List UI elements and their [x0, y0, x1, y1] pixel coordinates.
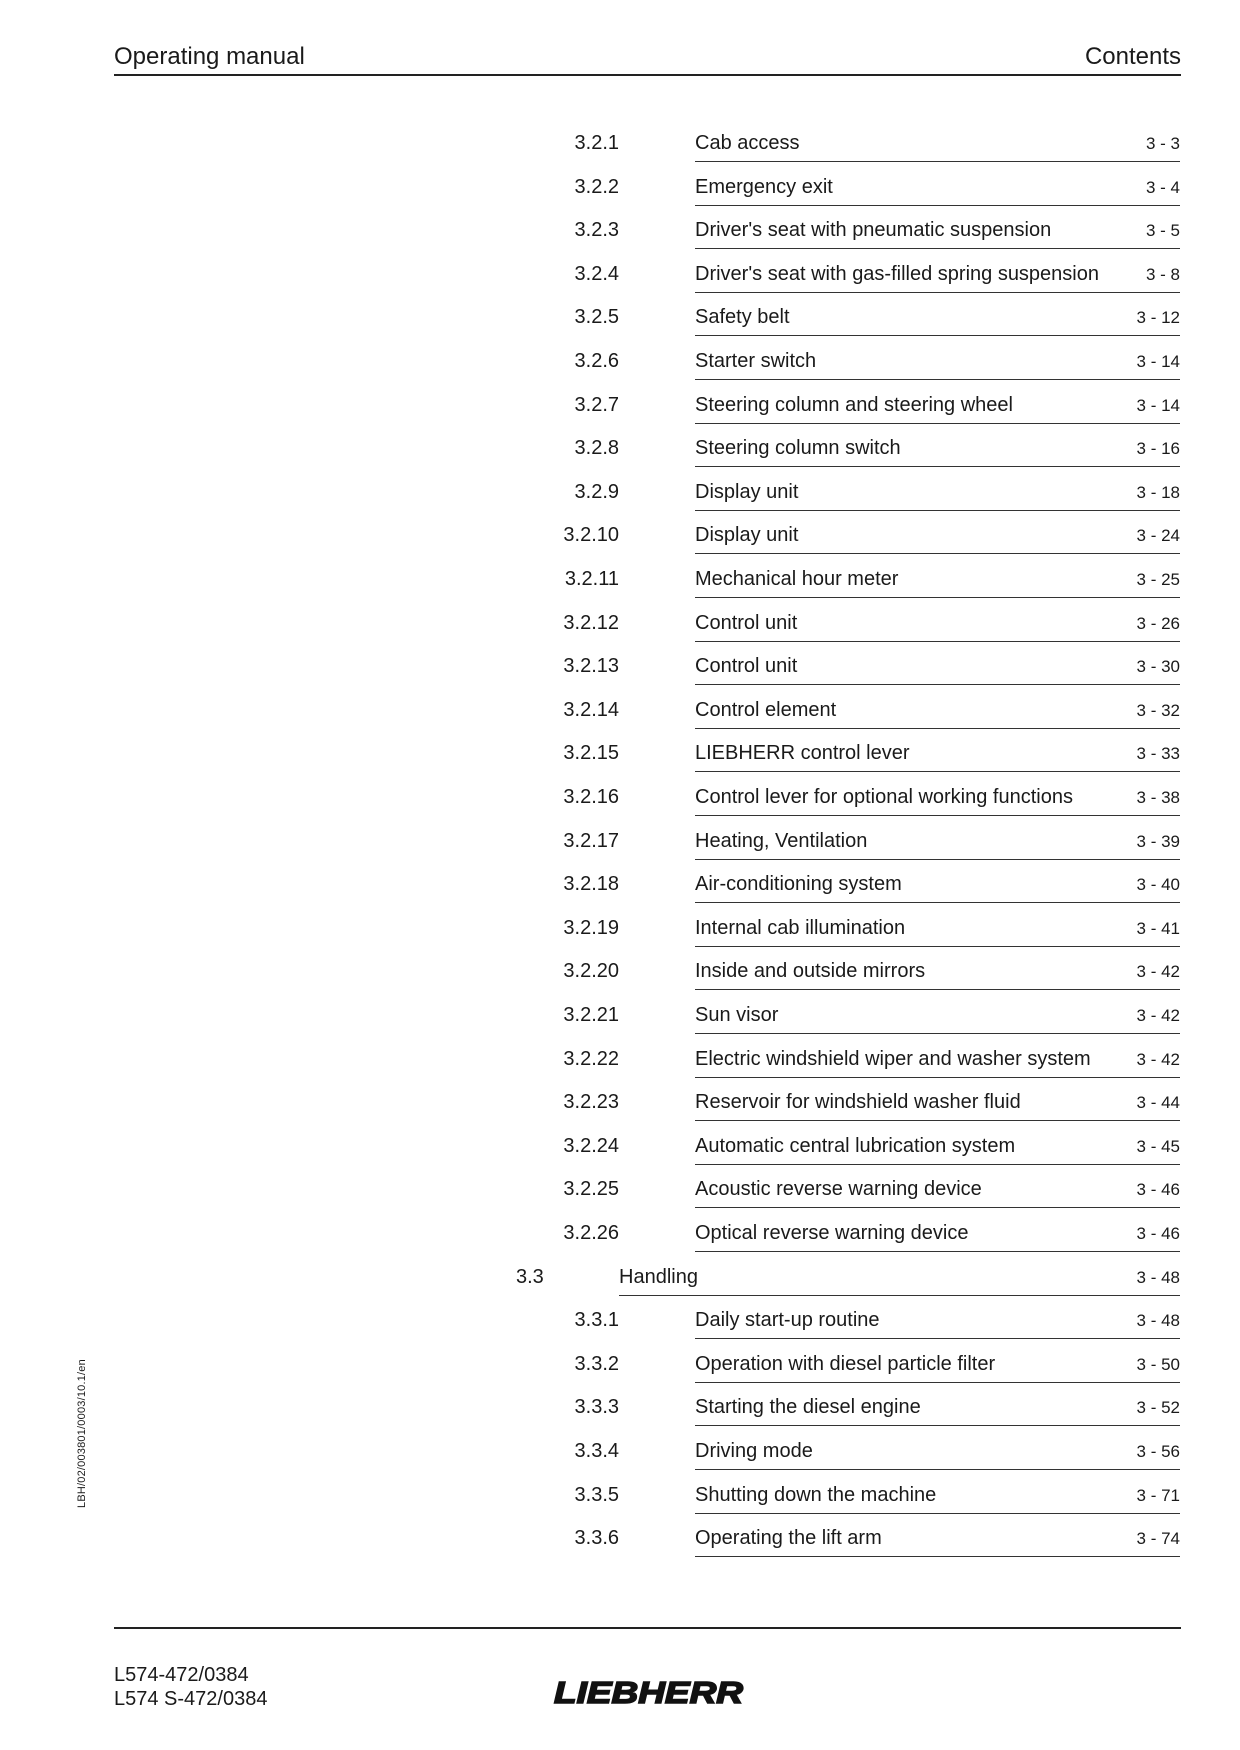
toc-title: Steering column switch — [695, 437, 901, 460]
toc-page-number: 3 - 56 — [1136, 1442, 1180, 1461]
toc-page-number: 3 - 39 — [1136, 831, 1180, 851]
toc-title: Driver's seat with gas-filled spring suspension — [695, 262, 1099, 285]
toc-title: Reservoir for windshield washer fluid — [695, 1091, 1021, 1114]
toc-entry[interactable] — [695, 1090, 1180, 1121]
toc-section-number: 3.2.17 — [563, 829, 619, 852]
toc-title: Shutting down the machine — [695, 1483, 937, 1506]
toc-section-number: 3.2.6 — [574, 350, 619, 372]
toc-section-number: 3.3.2 — [574, 1352, 619, 1375]
toc-entry[interactable] — [695, 1352, 1180, 1383]
toc-title: Emergency exit — [695, 175, 833, 198]
toc-page-number: 3 - 33 — [1136, 744, 1180, 764]
toc-row — [0, 1395, 1240, 1439]
toc-section-number: 3.3 — [516, 1265, 544, 1288]
toc-section-number: 3.2.14 — [563, 698, 619, 721]
toc-entry[interactable] — [695, 916, 1180, 947]
toc-section-number: 3.2.15 — [563, 742, 619, 765]
toc-section-number: 3.3.4 — [574, 1440, 619, 1462]
toc-entry[interactable] — [695, 1134, 1180, 1165]
model-number-s: L574 S-472/0384 — [114, 1688, 268, 1710]
toc-page-number: 3 - 32 — [1136, 700, 1180, 720]
toc-row — [0, 305, 1240, 349]
toc-page-number: 3 - 26 — [1136, 613, 1180, 633]
toc-row — [0, 567, 1240, 611]
toc-title: Air-conditioning system — [695, 873, 902, 896]
toc-section-number: 3.2.9 — [574, 480, 619, 503]
toc-page-number: 3 - 24 — [1136, 526, 1180, 546]
toc-entry[interactable] — [695, 262, 1180, 293]
toc-section-number: 3.2.8 — [574, 437, 619, 460]
toc-section-number: 3.2.3 — [574, 219, 619, 242]
toc-page-number: 3 - 4 — [1145, 177, 1180, 197]
toc-page-number: 3 - 42 — [1136, 1049, 1180, 1069]
toc-entry[interactable] — [695, 1221, 1180, 1252]
toc-section-number: 3.2.4 — [574, 262, 619, 285]
toc-section-number: 3.3.1 — [574, 1309, 619, 1332]
liebherr-logo — [552, 1677, 745, 1707]
toc-title: Automatic central lubrication system — [695, 1134, 1016, 1157]
toc-section-number: 3.2.11 — [564, 568, 619, 590]
toc-entry[interactable] — [695, 523, 1180, 554]
toc-title: Safety belt — [695, 306, 790, 329]
toc-page-number: 3 - 48 — [1136, 1267, 1180, 1287]
toc-section-number: 3.2.19 — [563, 916, 619, 939]
toc-title: LIEBHERR control lever — [695, 742, 910, 765]
toc-entry[interactable] — [695, 959, 1180, 990]
toc-entry[interactable] — [695, 829, 1180, 860]
toc-title: Sun visor — [695, 1004, 779, 1026]
toc-row — [0, 1352, 1240, 1396]
toc-section-number: 3.2.22 — [563, 1047, 619, 1070]
toc-entry[interactable] — [695, 611, 1180, 642]
toc-row — [0, 523, 1240, 567]
toc-title: Control unit — [695, 611, 798, 634]
toc-section-number: 3.3.5 — [574, 1483, 619, 1506]
toc-entry[interactable] — [695, 393, 1180, 424]
toc-entry[interactable] — [695, 741, 1180, 772]
toc-row — [0, 785, 1240, 829]
toc-page-number: 3 - 14 — [1136, 352, 1180, 371]
toc-entry[interactable] — [695, 1439, 1180, 1470]
toc-title: Handling — [619, 1265, 698, 1288]
toc-page-number: 3 - 71 — [1136, 1485, 1180, 1505]
toc-entry[interactable] — [619, 1265, 1180, 1296]
toc-entry[interactable] — [695, 480, 1180, 511]
toc-entry[interactable] — [695, 1177, 1180, 1208]
toc-entry[interactable] — [695, 436, 1180, 467]
toc-page-number: 3 - 41 — [1136, 918, 1180, 938]
toc-title: Operation with diesel particle filter — [695, 1352, 996, 1375]
toc-section-number: 3.2.26 — [563, 1222, 619, 1244]
toc-page-number: 3 - 74 — [1136, 1529, 1180, 1549]
toc-row — [0, 872, 1240, 916]
toc-row — [0, 349, 1240, 393]
toc-page-number: 3 - 38 — [1136, 788, 1180, 807]
toc-row — [0, 393, 1240, 437]
toc-page-number: 3 - 42 — [1136, 962, 1180, 982]
toc-entry[interactable] — [695, 1047, 1180, 1078]
toc-title: Control element — [695, 698, 837, 721]
toc-entry[interactable] — [695, 305, 1180, 336]
toc-title: Starting the diesel engine — [695, 1396, 921, 1419]
toc-row — [0, 654, 1240, 698]
footer-divider — [114, 1627, 1181, 1629]
toc-row — [0, 698, 1240, 742]
toc-entry[interactable] — [695, 175, 1180, 206]
toc-page-number: 3 - 48 — [1136, 1311, 1180, 1331]
toc-entry[interactable] — [695, 1308, 1180, 1339]
toc-entry[interactable] — [695, 349, 1180, 380]
toc-entry[interactable] — [695, 785, 1180, 816]
toc-row — [0, 959, 1240, 1003]
toc-entry[interactable] — [695, 654, 1180, 685]
toc-title: Electric windshield wiper and washer system — [695, 1047, 1091, 1070]
page-header — [114, 40, 1181, 76]
toc-row — [0, 1177, 1240, 1221]
toc-title: Control lever for optional working functions — [695, 786, 1073, 808]
toc-entry[interactable] — [695, 698, 1180, 729]
toc-section-number: 3.2.18 — [563, 873, 619, 896]
toc-entry[interactable] — [695, 1526, 1180, 1557]
toc-page-number: 3 - 8 — [1145, 264, 1180, 284]
toc-title: Display unit — [695, 480, 799, 503]
toc-page-number: 3 - 50 — [1136, 1354, 1180, 1374]
toc-title: Control unit — [695, 655, 798, 678]
toc-title: Optical reverse warning device — [695, 1222, 969, 1244]
toc-row — [0, 1265, 1240, 1309]
toc-section-number: 3.2.10 — [563, 524, 619, 547]
toc-page-number: 3 - 40 — [1136, 875, 1180, 895]
toc-section-number: 3.2.13 — [563, 655, 619, 678]
toc-row — [0, 1003, 1240, 1047]
toc-entry[interactable] — [695, 1483, 1180, 1514]
toc-row — [0, 1047, 1240, 1091]
toc-row — [0, 1308, 1240, 1352]
toc-page-number: 3 - 3 — [1145, 134, 1180, 153]
toc-page-number: 3 - 16 — [1136, 439, 1180, 459]
toc-row — [0, 1483, 1240, 1527]
toc-page-number: 3 - 14 — [1136, 395, 1180, 415]
toc-title: Display unit — [695, 524, 799, 547]
toc-page-number: 3 - 25 — [1136, 570, 1180, 589]
toc-page-number: 3 - 46 — [1136, 1224, 1180, 1243]
toc-page-number: 3 - 45 — [1136, 1136, 1180, 1156]
toc-row — [0, 1090, 1240, 1134]
model-number: L574-472/0384 — [114, 1664, 249, 1686]
toc-section-number: 3.2.24 — [563, 1134, 619, 1157]
toc-page-number: 3 - 52 — [1136, 1398, 1180, 1418]
toc-title: Steering column and steering wheel — [695, 393, 1013, 416]
toc-page-number: 3 - 30 — [1136, 657, 1180, 677]
toc-row — [0, 131, 1240, 175]
toc-page-number: 3 - 44 — [1136, 1093, 1180, 1113]
toc-row — [0, 1439, 1240, 1483]
toc-row — [0, 175, 1240, 219]
toc-row — [0, 436, 1240, 480]
toc-row — [0, 1134, 1240, 1178]
toc-row — [0, 218, 1240, 262]
toc-title: Operating the lift arm — [695, 1527, 882, 1550]
toc-row — [0, 1221, 1240, 1265]
toc-entry[interactable] — [695, 218, 1180, 249]
logo-lettering: LIEBHERR — [554, 1677, 744, 1707]
toc-section-number: 3.3.3 — [574, 1396, 619, 1419]
toc-title: Cab access — [695, 132, 800, 154]
section-title: Contents — [1084, 43, 1181, 70]
toc-row — [0, 741, 1240, 785]
toc-title: Acoustic reverse warning device — [695, 1178, 982, 1201]
toc-page-number: 3 - 5 — [1145, 221, 1180, 241]
toc-row — [0, 262, 1240, 306]
toc-section-number: 3.3.6 — [574, 1527, 619, 1550]
toc-entry[interactable] — [695, 872, 1180, 903]
toc-row — [0, 611, 1240, 655]
toc-title: Starter switch — [695, 350, 817, 372]
toc-page-number: 3 - 12 — [1136, 308, 1180, 328]
toc-entry[interactable] — [695, 131, 1180, 162]
toc-section-number: 3.2.1 — [574, 132, 619, 154]
toc-row — [0, 829, 1240, 873]
toc-page-number: 3 - 46 — [1136, 1180, 1180, 1200]
toc-section-number: 3.2.2 — [574, 175, 619, 198]
toc-row — [0, 916, 1240, 960]
toc-section-number: 3.2.5 — [574, 306, 619, 329]
toc-title: Driving mode — [695, 1440, 813, 1462]
document-code: LBH/02/003801/0003/10.1/en — [76, 1359, 88, 1508]
toc-section-number: 3.2.23 — [563, 1091, 619, 1114]
toc-section-number: 3.2.21 — [563, 1004, 619, 1026]
toc-title: Daily start-up routine — [695, 1309, 880, 1332]
toc-entry[interactable] — [695, 1395, 1180, 1426]
toc-row — [0, 480, 1240, 524]
toc-title: Mechanical hour meter — [695, 568, 899, 590]
toc-page-number: 3 - 42 — [1136, 1006, 1180, 1025]
toc-section-number: 3.2.7 — [574, 393, 619, 416]
toc-section-number: 3.2.16 — [563, 786, 619, 808]
toc-entry[interactable] — [695, 1003, 1180, 1034]
toc-title: Driver's seat with pneumatic suspension — [695, 219, 1052, 242]
toc-section-number: 3.2.25 — [563, 1178, 619, 1201]
toc-title: Inside and outside mirrors — [695, 960, 926, 983]
toc-row — [0, 1526, 1240, 1570]
toc-section-number: 3.2.12 — [563, 611, 619, 634]
document-title: Operating manual — [114, 43, 305, 70]
toc-title: Heating, Ventilation — [695, 829, 868, 852]
toc-page-number: 3 - 18 — [1136, 482, 1180, 502]
toc-section-number: 3.2.20 — [563, 960, 619, 983]
toc-entry[interactable] — [695, 567, 1180, 598]
toc-title: Internal cab illumination — [695, 916, 906, 939]
